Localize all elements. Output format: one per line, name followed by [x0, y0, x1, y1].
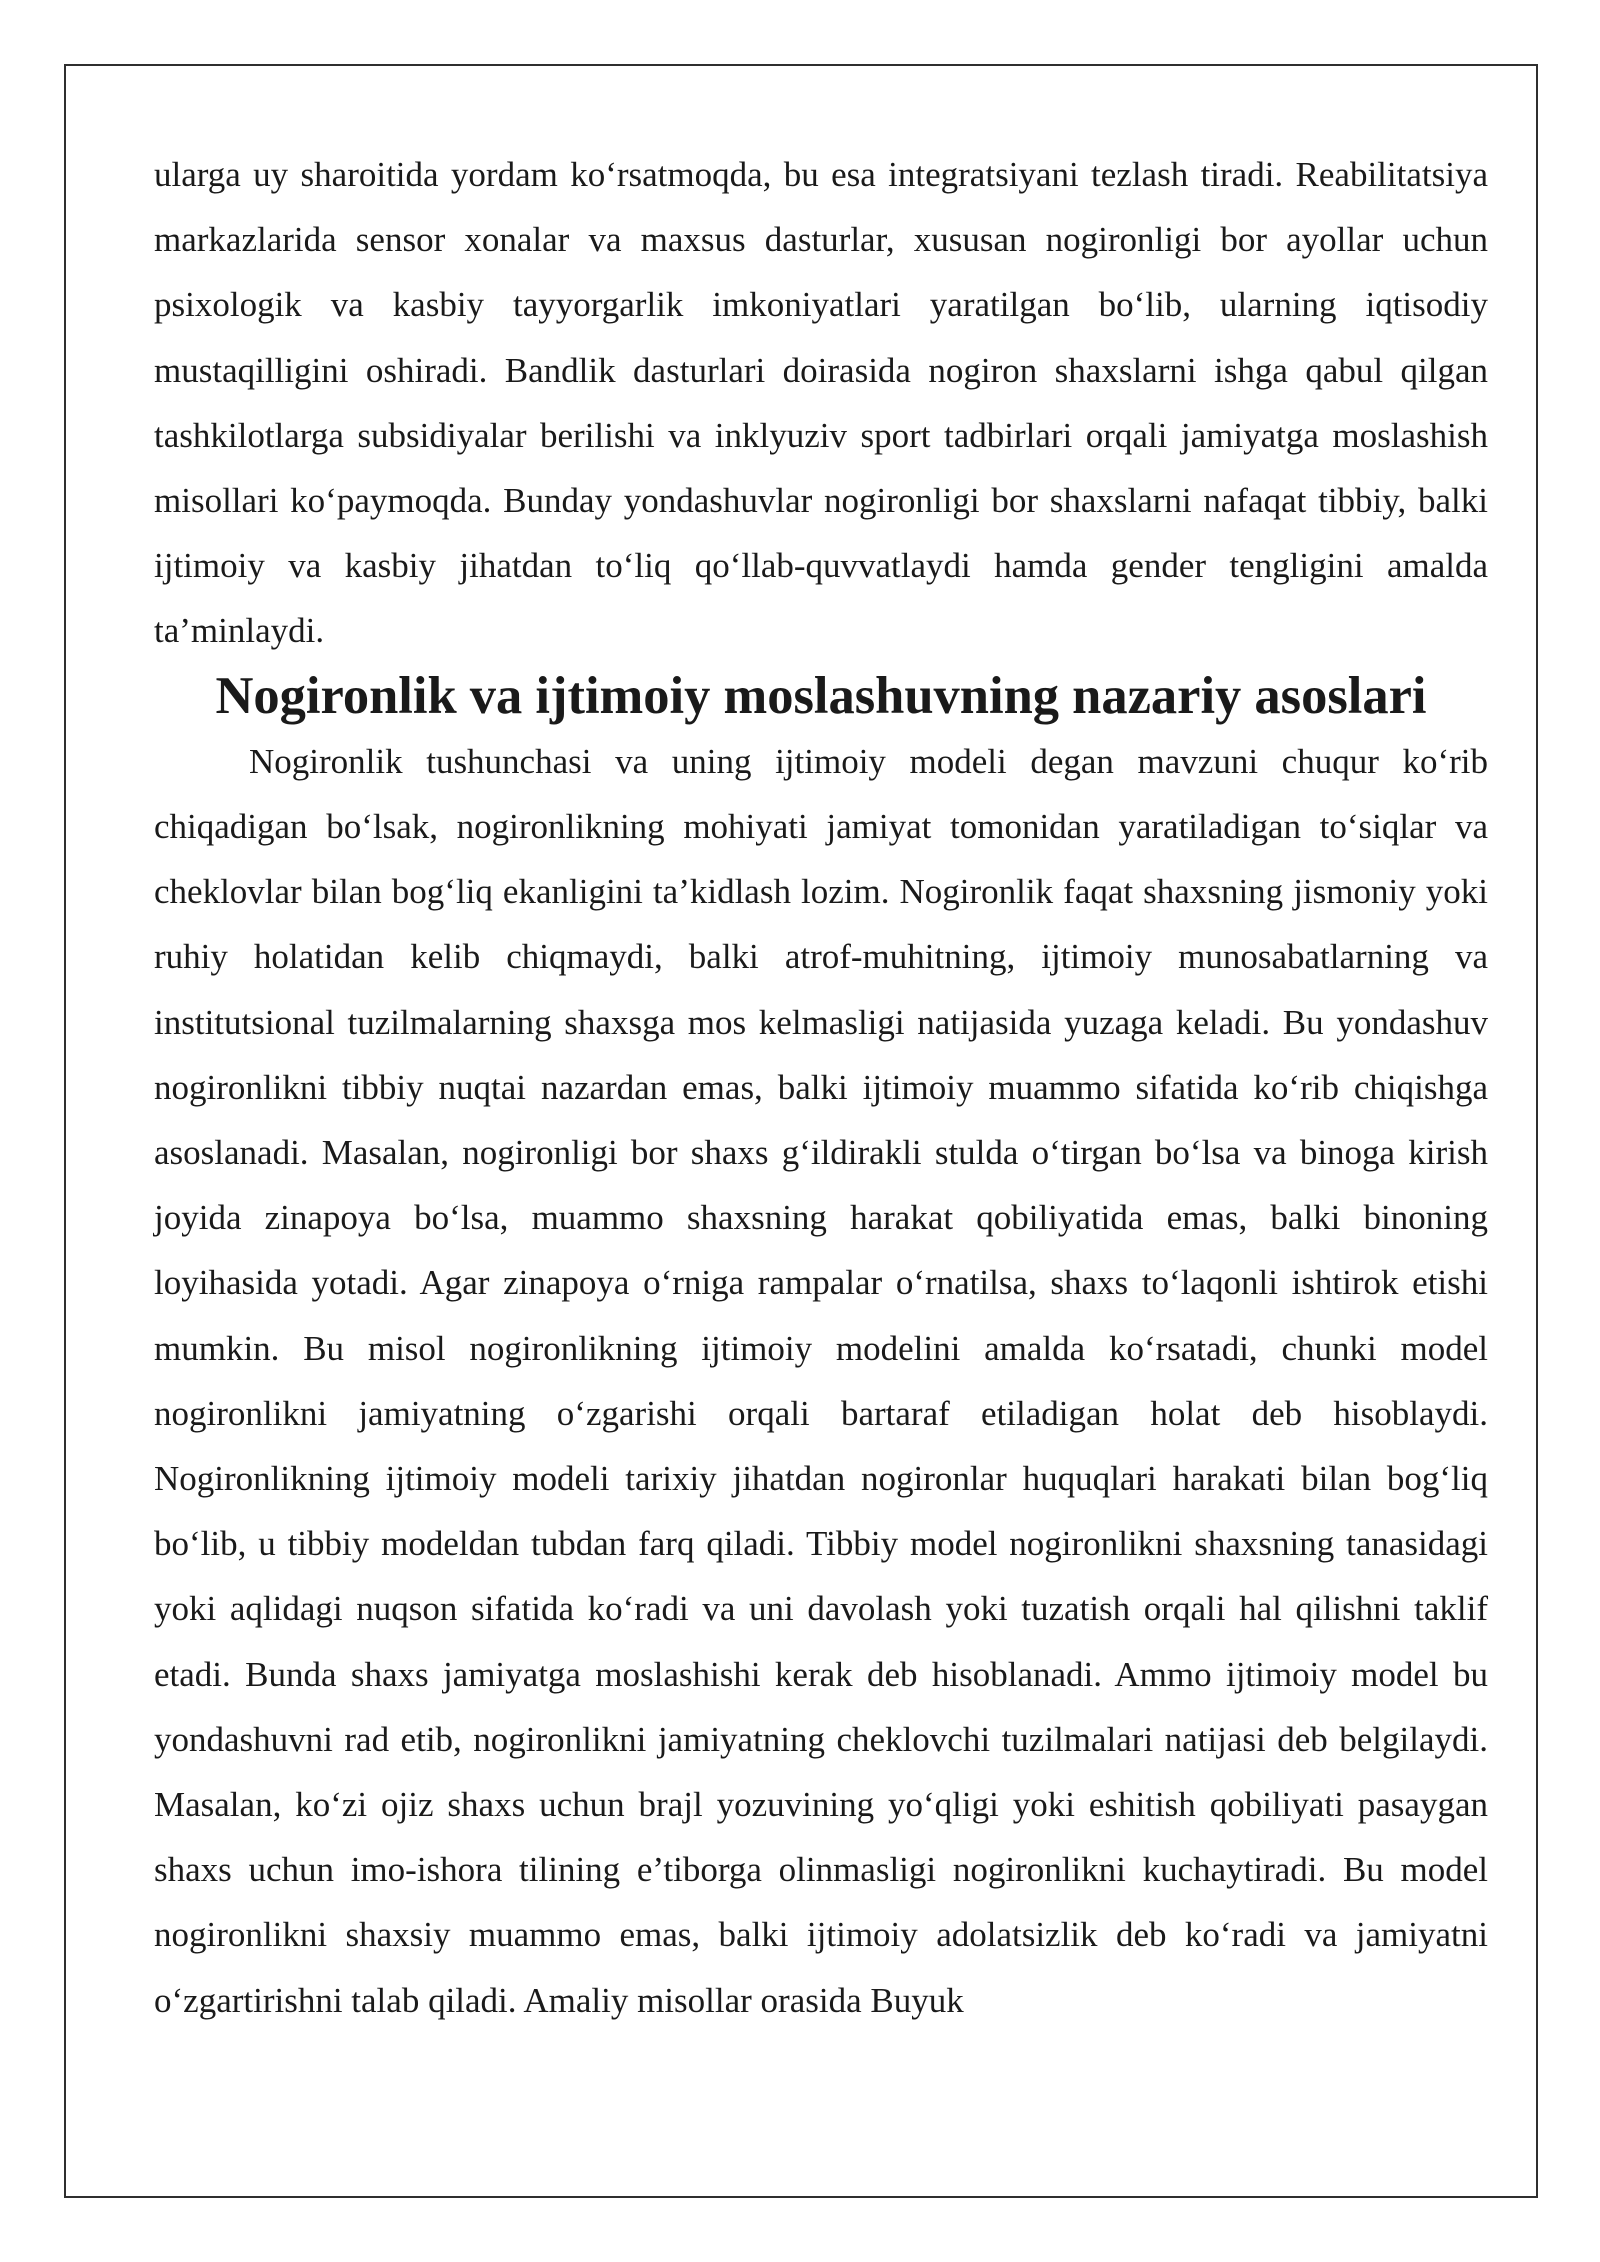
body-paragraph-continued: ularga uy sharoitida yordam koʻrsatmoqda, bu esa integratsiyani tezlash tiradi. Reabilitatsiya markazlarida sensor xonalar va maxsus dasturlar, xususan nogironligi bor ayollar uchun psixologik va kasbiy tayyorgarlik imkoniyatlari yaratilgan boʻlib, ularning iqtisodiy mustaqilligini oshiradi. Bandlik dasturlari doirasida nogiron shaxslarni ishga qabul qilgan tashkilotlarga subsidiyalar berilishi va inklyuziv sport tadbirlari orqali jamiyatga moslashish misollari koʻpaymoqda. Bunday yondashuvlar nogironligi bor shaxslarni nafaqat tibbiy, balki ijtimoiy va kasbiy jihatdan toʻliq qoʻllab-quvvatlaydi hamda gender tengligini amalda ta’minlaydi.	[154, 155, 1488, 651]
section-heading: Nogironlik va ijtimoiy moslashuvning nazariy asoslari	[215, 666, 1427, 725]
body-paragraph: Nogironlik tushunchasi va uning ijtimoiy modeli degan mavzuni chuqur koʻrib chiqadigan boʻlsak, nogironlikning mohiyati jamiyat tomonidan yaratiladigan toʻsiqlar va cheklovlar bilan bogʻliq ekanligini ta’kidlash lozim. Nogironlik faqat shaxsning jismoniy yoki ruhiy holatidan kelib chiqmaydi, balki atrof-muhitning, ijtimoiy munosabatlarning va institutsional tuzilmalarning shaxsga mos kelmasligi natijasida yuzaga keladi. Bu yondashuv nogironlikni tibbiy nuqtai nazardan emas, balki ijtimoiy muammo sifatida koʻrib chiqishga asoslanadi. Masalan, nogironligi bor shaxs gʻildirakli stulda oʻtirgan boʻlsa va binoga kirish joyida zinapoya boʻlsa, muammo shaxsning harakat qobiliyatida emas, balki binoning loyihasida yotadi. Agar zinapoya oʻrniga rampalar oʻrnatilsa, shaxs toʻlaqonli ishtirok etishi mumkin. Bu misol nogironlikning ijtimoiy modelini amalda koʻrsatadi, chunki model nogironlikni jamiyatning oʻzgarishi orqali bartaraf etiladigan holat deb hisoblaydi. Nogironlikning ijtimoiy modeli tarixiy jihatdan nogironlar huquqlari harakati bilan bogʻliq boʻlib, u tibbiy modeldan tubdan farq qiladi. Tibbiy model nogironlikni shaxsning tanasidagi yoki aqlidagi nuqson sifatida koʻradi va uni davolash yoki tuzatish orqali hal qilishni taklif etadi. Bunda shaxs jamiyatga moslashishi kerak deb hisoblanadi. Ammo ijtimoiy model bu yondashuvni rad etib, nogironlikni jamiyatning cheklovchi tuzilmalari natijasi deb belgilaydi. Masalan, koʻzi ojiz shaxs uchun brajl yozuvining yoʻqligi yoki eshitish qobiliyati pasaygan shaxs uchun imo-ishora tilining e’tiborga olinmasligi nogironlikni kuchaytiradi. Bu model nogironlikni shaxsiy muammo emas, balki ijtimoiy adolatsizlik deb koʻradi va jamiyatni oʻzgartirishni talab qiladi. Amaliy misollar orasida Buyuk	[154, 741, 1488, 2020]
document-body	[154, 142, 1488, 2033]
